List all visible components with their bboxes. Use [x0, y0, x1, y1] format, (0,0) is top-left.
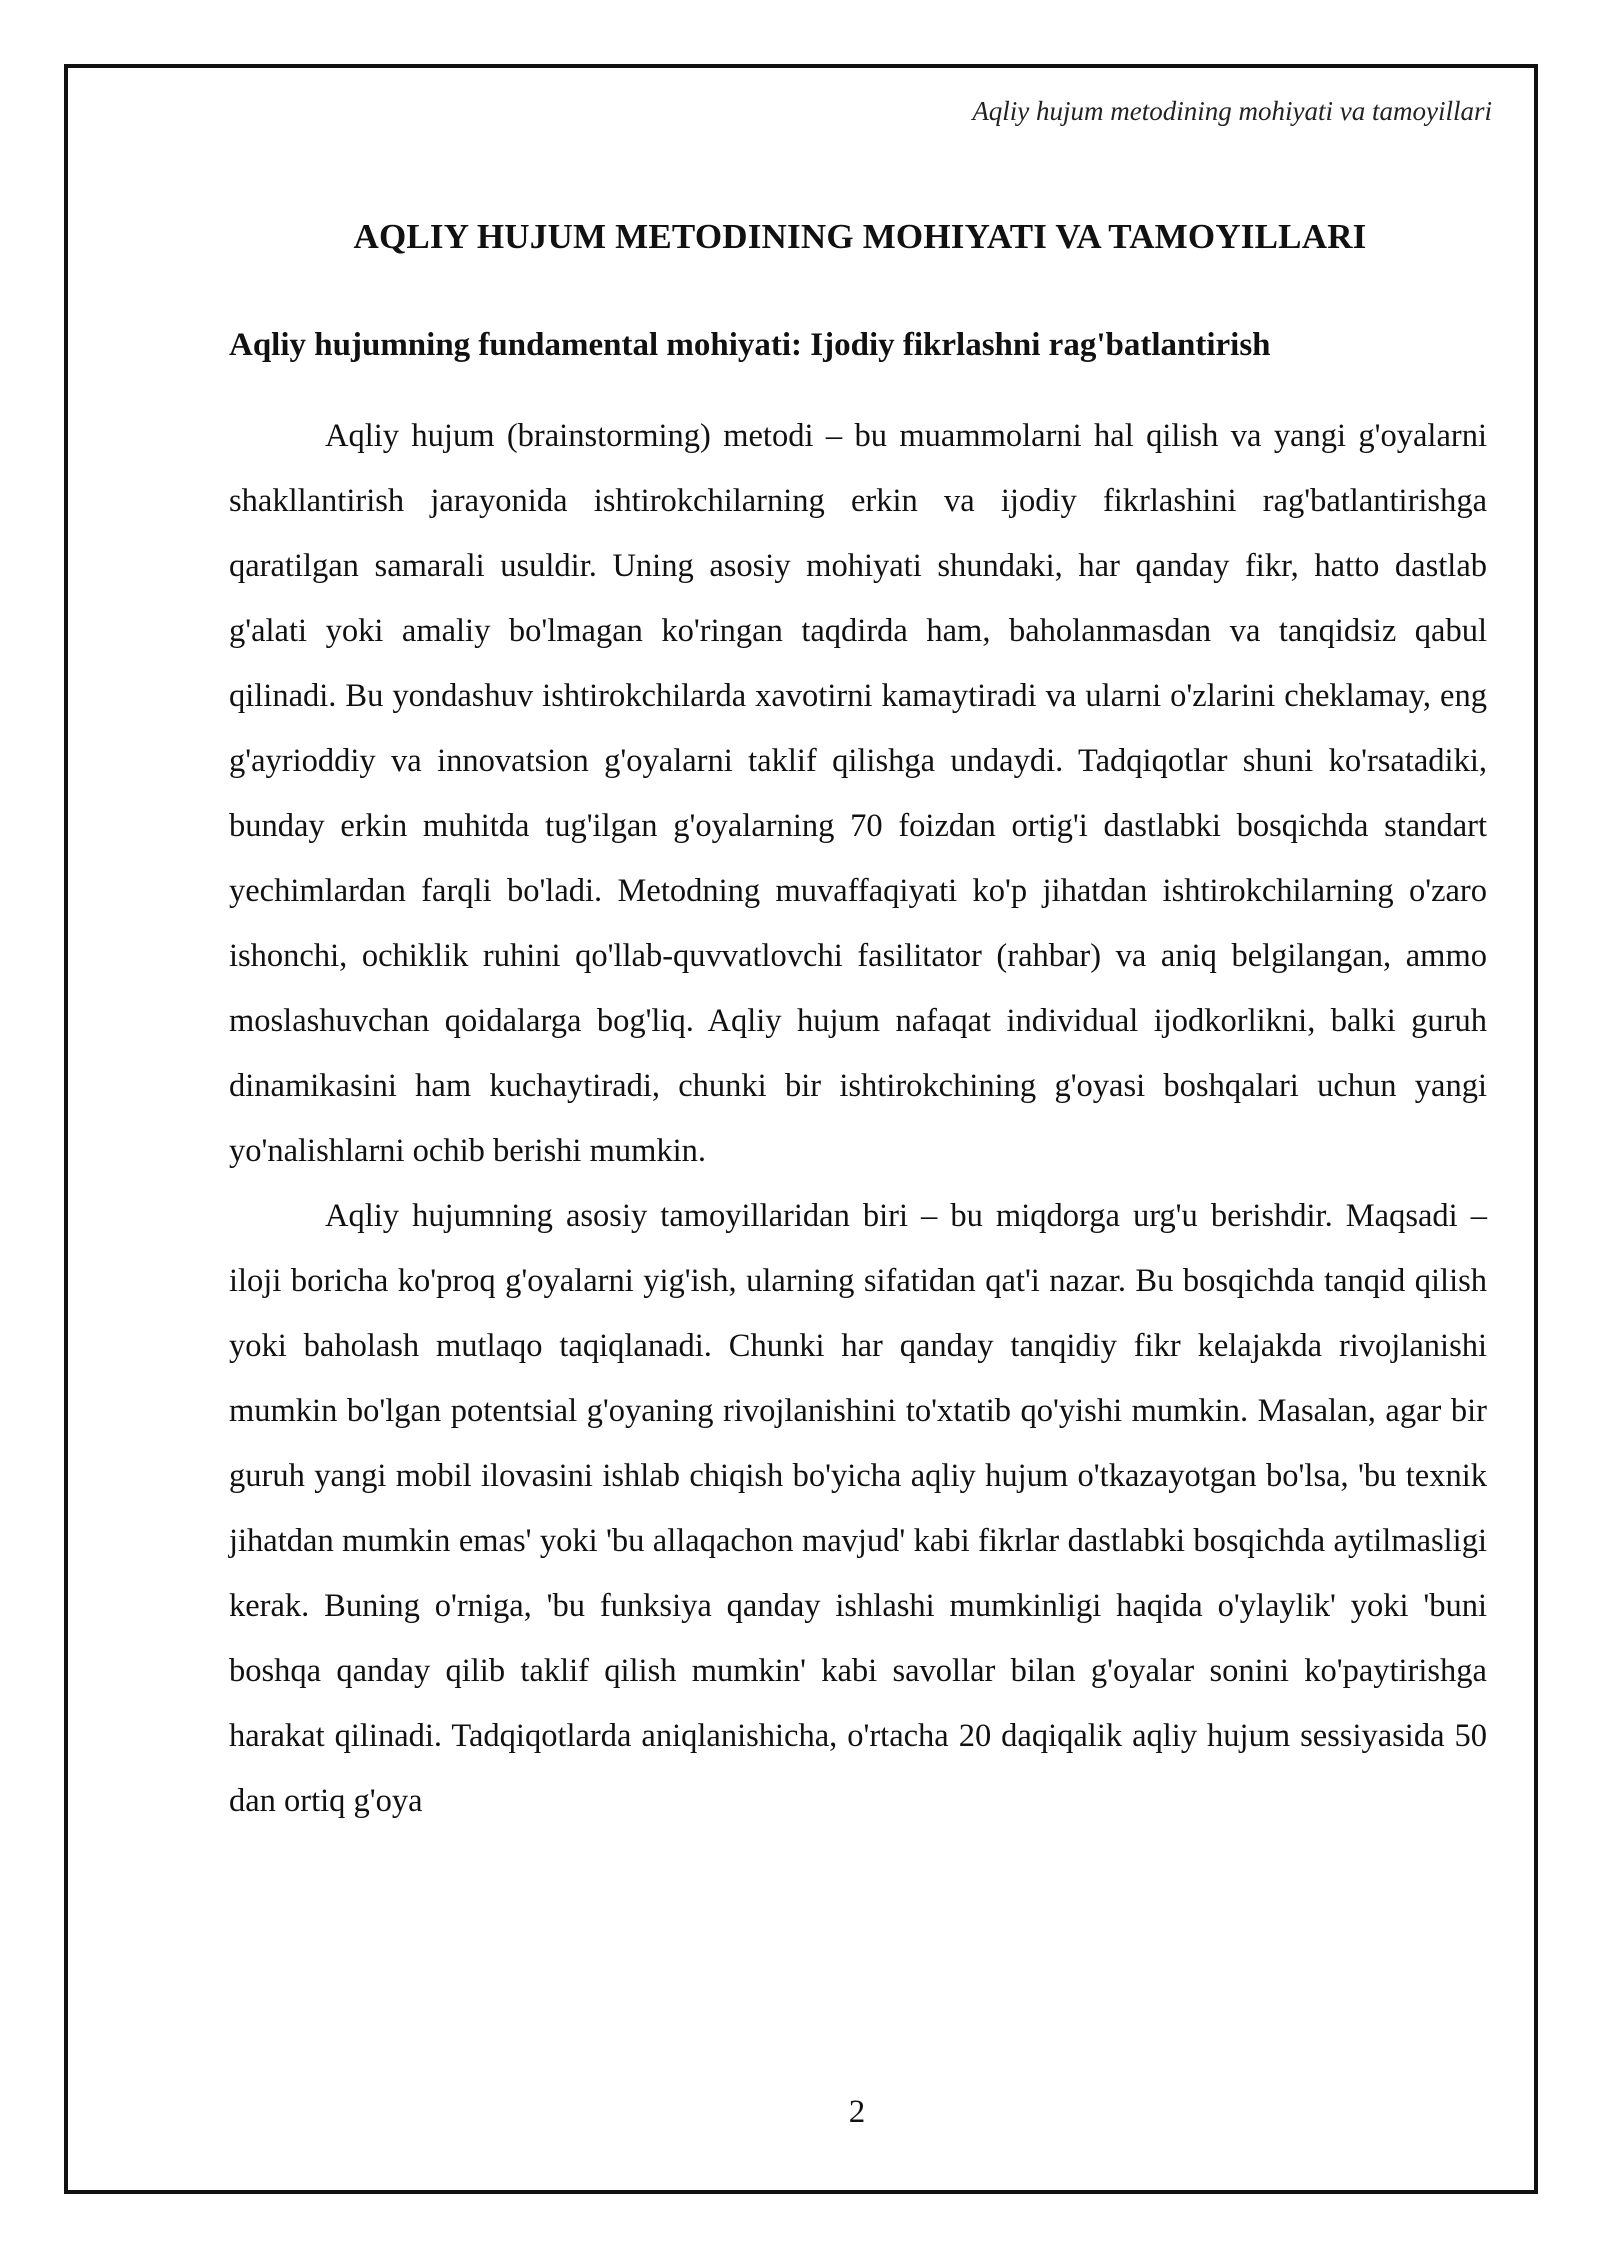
- running-header: Aqliy hujum metodining mohiyati va tamoyillari: [972, 96, 1492, 126]
- section-heading: Aqliy hujumning fundamental mohiyati: Ijodiy fikrlashni rag'batlantirish: [229, 327, 1271, 363]
- paragraph: Aqliy hujum (brainstorming) metodi – bu muammolarni hal qilish va yangi g'oyalarni shakllantirish jarayonida ishtirokchilarning erkin va ijodiy fikrlashini rag'batlantirishga qaratilgan samarali usuldir. Uning asosiy mohiyati shundaki, har qanday fikr, hatto dastlab g'alati yoki amaliy bo'lmagan ko'ringan taqdirda ham, baholanmasdan va tanqidsiz qabul qilinadi. Bu yondashuv ishtirokchilarda xavotirni kamaytiradi va ularni o'zlarini cheklamay, eng g'ayrioddiy va innovatsion g'oyalarni taklif qilishga undaydi. Tadqiqotlar shuni ko'rsatadiki, bunday erkin muhitda tug'ilgan g'oyalarning 70 foizdan ortig'i dastlabki bosqichda standart yechimlardan farqli bo'ladi. Metodning muvaffaqiyati ko'p jihatdan ishtirokchilarning o'zaro ishonchi, ochiklik ruhini qo'llab-quvvatlovchi fasilitator (rahbar) va aniq belgilangan, ammo moslashuvchan qoidalarga bog'liq. Aqliy hujum nafaqat individual ijodkorlikni, balki guruh dinamikasini ham kuchaytiradi, chunki bir ishtirokchining g'oyasi boshqalari uchun yangi yo'nalishlarni ochib berishi mumkin.: [229, 418, 1487, 1169]
- document-title: AQLIY HUJUM METODINING MOHIYATI VA TAMOYILLARI: [353, 217, 1367, 256]
- body-text: [229, 404, 1487, 1834]
- page-number: 2: [848, 2094, 866, 2130]
- paragraph: Aqliy hujumning asosiy tamoyillaridan biri – bu miqdorga urg'u berishdir. Maqsadi – iloji boricha ko'proq g'oyalarni yig'ish, ularning sifatidan qat'i nazar. Bu bosqichda tanqid qilish yoki baholash mutlaqo taqiqlanadi. Chunki har qanday tanqidiy fikr kelajakda rivojlanishi mumkin bo'lgan potentsial g'oyaning rivojlanishini to'xtatib qo'yishi mumkin. Masalan, agar bir guruh yangi mobil ilovasini ishlab chiqish bo'yicha aqliy hujum o'tkazayotgan bo'lsa, 'bu texnik jihatdan mumkin emas' yoki 'bu allaqachon mavjud' kabi fikrlar dastlabki bosqichda aytilmasligi kerak. Buning o'rniga, 'bu funksiya qanday ishlashi mumkinligi haqida o'ylaylik' yoki 'buni boshqa qanday qilib taklif qilish mumkin' kabi savollar bilan g'oyalar sonini ko'paytirishga harakat qilinadi. Tadqiqotlarda aniqlanishicha, o'rtacha 20 daqiqalik aqliy hujum sessiyasida 50 dan ortiq g'oya: [229, 1198, 1487, 1819]
